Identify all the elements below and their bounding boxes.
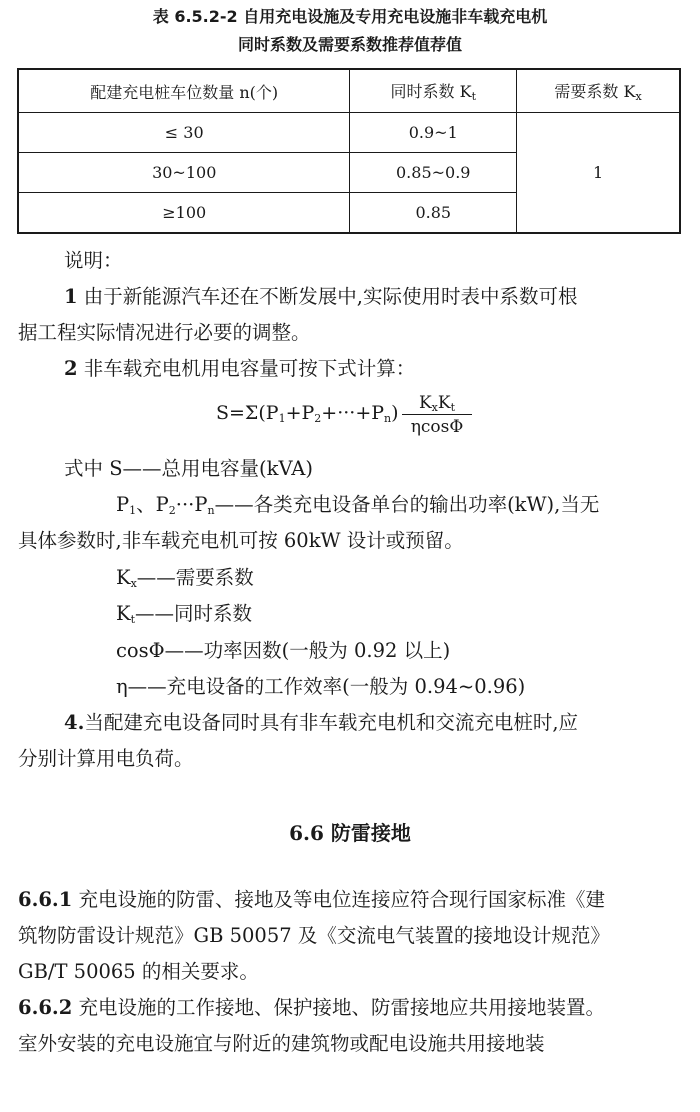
clause-661-line2: 筑物防雷设计规范》GB 50057 及《交流电气装置的接地设计规范》 [18, 924, 610, 947]
header-simultaneity: 同时系数 $K_t$ [350, 69, 517, 113]
where-p-line2: 具体参数时,非车载充电机可按 60kW 设计或预留。 [18, 529, 464, 552]
cell-simultaneity: 0.9~1 [350, 113, 517, 153]
formula-fraction [402, 392, 472, 439]
cell-demand: 1 [517, 113, 680, 234]
table-caption-line2: 同时系数及需要系数推荐值荐值 [237, 35, 462, 54]
formula-numerator: $K_xK_t$ [402, 392, 472, 415]
formula-denominator: ηcosΦ [410, 417, 464, 437]
note-4-line2: 分别计算用电负荷。 [18, 747, 194, 770]
where-cos: cosΦ——功率因数(一般为 0.92 以上) [116, 639, 451, 662]
table-row [18, 113, 680, 153]
note-1-line1: 1 由于新能源汽车还在不断发展中,实际使用时表中系数可根 [64, 285, 578, 308]
cell-count: ≤ 30 [18, 113, 350, 153]
table-header-row [18, 69, 680, 113]
coefficient-table [17, 68, 681, 234]
cell-count: ≥100 [18, 193, 350, 234]
section-title: 6.6 防雷接地 [289, 821, 411, 845]
where-p-line1: $P_1$、$P_2\cdot\cdot\cdot P_n——$各类充电设备单台的输出功率(kW),当无 [116, 493, 600, 517]
notes-heading: 说明： [64, 249, 123, 272]
table-caption-line1: 表 6.5.2-2 自用充电设施及专用充电设施非车载充电机 [152, 7, 548, 26]
where-eta: η——充电设备的工作效率(一般为 0.94~0.96) [116, 675, 526, 698]
where-s: 式中 S——总用电容量(kVA) [64, 457, 313, 480]
note-2: 2 非车载充电机用电容量可按下式计算： [64, 357, 416, 380]
clause-661-line1: 6.6.1 充电设施的防雷、接地及等电位连接应符合现行国家标准《建 [18, 888, 605, 911]
clause-661-line3: GB/T 50065 的相关要求。 [18, 960, 259, 983]
note-4-line1: 4.当配建充电设备同时具有非车载充电机和交流充电桩时,应 [64, 711, 579, 734]
cell-count: 30~100 [18, 153, 350, 193]
note-1-line2: 据工程实际情况进行必要的调整。 [18, 321, 311, 344]
cell-simultaneity: 0.85 [350, 193, 517, 234]
where-kx: $K_x——$需要系数 [116, 566, 254, 590]
header-demand: 需要系数 $K_x$ [517, 69, 680, 113]
cell-simultaneity: 0.85~0.9 [350, 153, 517, 193]
header-parking-count: 配建充电桩车位数量 n(个) [18, 69, 350, 113]
clause-662-line1: 6.6.2 充电设施的工作接地、保护接地、防雷接地应共用接地装置。 [18, 996, 605, 1019]
clause-662-line2: 室外安装的充电设施宜与附近的建筑物或配电设施共用接地装 [18, 1032, 545, 1055]
where-kt: $K_t——$同时系数 [116, 602, 253, 626]
formula-sum: $S=\Sigma(P_1+P_2+\cdot\cdot\cdot+P_n)$ [216, 402, 399, 425]
